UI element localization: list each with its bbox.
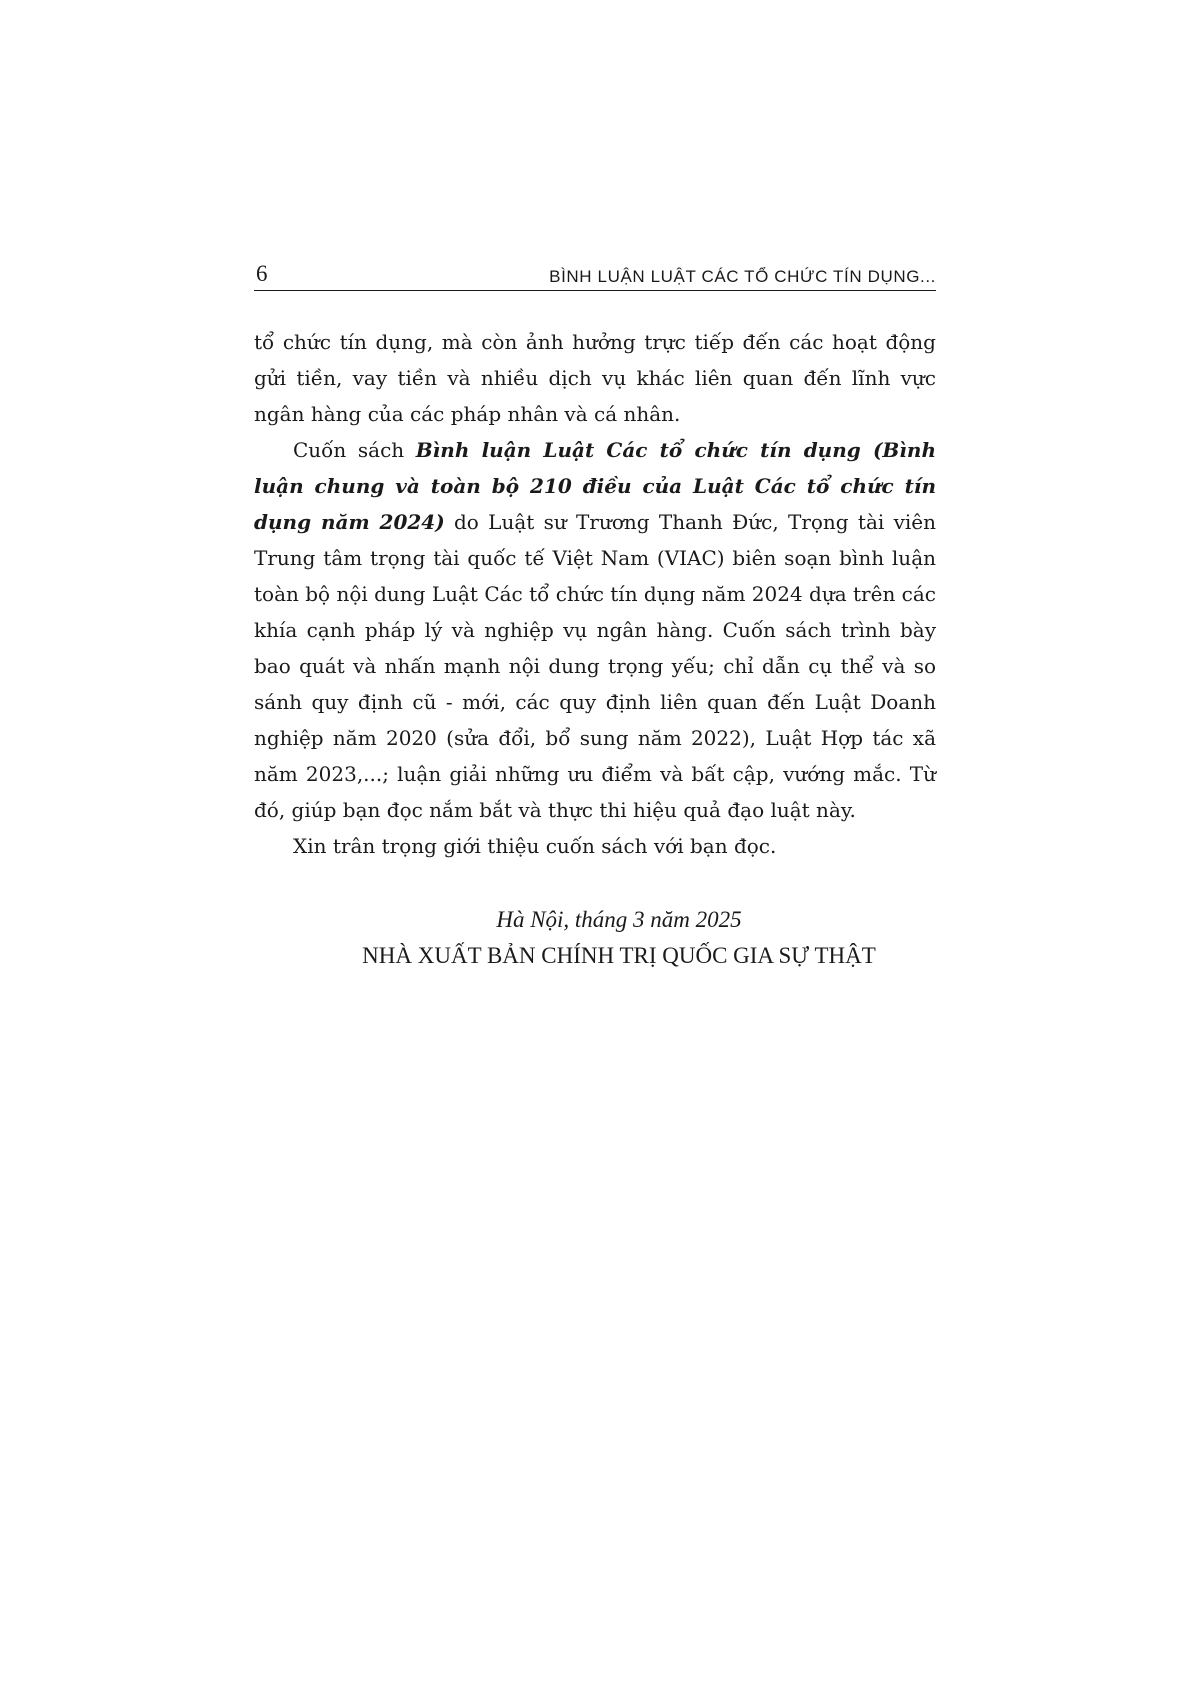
page-number: 6 [256, 261, 268, 286]
running-title: BÌNH LUẬN LUẬT CÁC TỔ CHỨC TÍN DỤNG... [549, 267, 936, 286]
body-text [254, 324, 936, 864]
running-header [254, 258, 936, 291]
signoff [254, 902, 936, 974]
paragraph-2-rest: do Luật sư Trương Thanh Đức, Trọng tài viên Trung tâm trọng tài quốc tế Việt Nam (VIAC) biên soạn bình luận toàn bộ nội dung Luật Các tổ chức tín dụng năm 2024 dựa trên các khía cạnh pháp lý và nghiệp vụ ngân hàng. Cuốn sách trình bày bao quát và nhấn mạnh nội dung trọng yếu; chỉ dẫn cụ thể và so sánh quy định cũ - mới, các quy định liên quan đến Luật Doanh nghiệp năm 2020 (sửa đổi, bổ sung năm 2022), Luật Hợp tác xã năm 2023,...; luận giải những ưu điểm và bất cập, vướng mắc. Từ đó, giúp bạn đọc nắm bắt và thực thi hiệu quả đạo luật này. [254, 510, 937, 822]
paragraph-2-lead: Cuốn sách [293, 438, 416, 462]
signoff-place-date: Hà Nội, tháng 3 năm 2025 [496, 907, 742, 932]
paragraph-2 [254, 432, 936, 828]
paragraph-1: tổ chức tín dụng, mà còn ảnh hưởng trực tiếp đến các hoạt động gửi tiền, vay tiền và nhiều dịch vụ khác liên quan đến lĩnh vực ngân hàng của các pháp nhân và cá nhân. [254, 330, 936, 426]
book-title: Bình luận Luật Các tổ chức tín dụng (Bình luận chung và toàn bộ 210 điều của Luật Các tổ chức tín dụng năm 2024) [254, 438, 936, 534]
paragraph-3: Xin trân trọng giới thiệu cuốn sách với bạn đọc. [293, 834, 777, 858]
signoff-publisher: NHÀ XUẤT BẢN CHÍNH TRỊ QUỐC GIA SỰ THẬT [362, 943, 876, 968]
